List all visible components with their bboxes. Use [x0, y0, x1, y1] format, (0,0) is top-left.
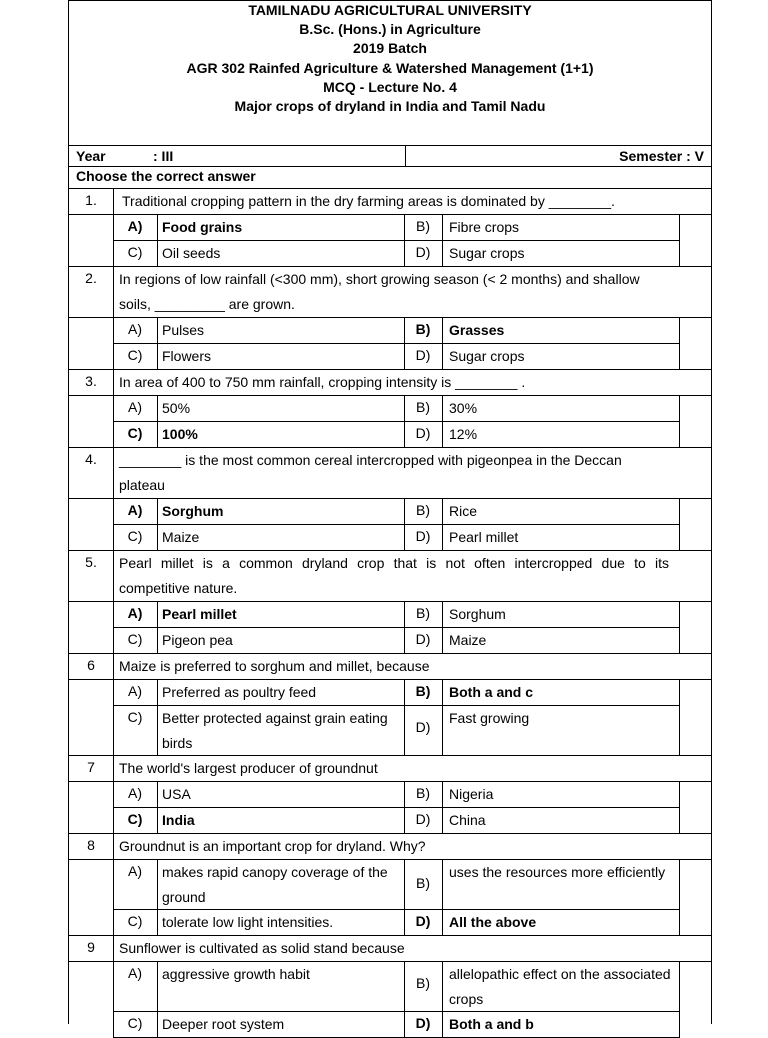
option-label: D)	[415, 347, 431, 363]
question-row	[69, 189, 711, 215]
question-number: 5.	[85, 554, 97, 570]
option-row	[69, 860, 711, 910]
option-label: D)	[415, 913, 431, 929]
option-row	[69, 241, 711, 267]
question-number: 4.	[85, 451, 97, 467]
option-label: C)	[127, 425, 143, 441]
university-name: TAMILNADU AGRICULTURAL UNIVERSITY	[248, 2, 532, 18]
batch-line: 2019 Batch	[353, 40, 427, 57]
question-number: 3.	[85, 373, 97, 389]
option-b: 30%	[449, 400, 478, 416]
option-a: USA	[162, 786, 191, 802]
option-a: Food grains	[162, 219, 243, 235]
option-a: Sorghum	[162, 503, 224, 519]
option-row	[69, 782, 711, 808]
option-label: A)	[128, 399, 142, 415]
semester-label: Semester : V	[619, 148, 704, 164]
question-text: Pearl millet is a common dryland crop that is not often intercropped due to its competitive nature.	[119, 555, 669, 596]
option-label: B)	[416, 502, 430, 518]
question-number: 1.	[85, 192, 97, 208]
option-label: B)	[415, 321, 431, 337]
option-label: D)	[415, 528, 431, 544]
question-row	[69, 755, 711, 782]
question-text: Sunflower is cultivated as solid stand because	[119, 940, 405, 956]
year-value: : III	[153, 148, 174, 164]
question-row	[69, 833, 711, 860]
question-text: ________ is the most common cereal intercropped with pigeonpea in the Deccan plateau	[119, 452, 622, 493]
option-c: India	[162, 812, 195, 828]
option-label: C)	[127, 811, 143, 827]
option-a: makes rapid canopy coverage of the ground	[162, 864, 388, 905]
option-label: B)	[416, 399, 430, 415]
option-label: C)	[127, 528, 143, 544]
option-label: B)	[416, 785, 430, 801]
option-d: 12%	[449, 426, 478, 442]
instruction-text: Choose the correct answer	[76, 168, 256, 184]
option-b: Fibre crops	[449, 219, 520, 235]
option-row	[69, 808, 711, 834]
question-row	[69, 935, 711, 962]
question-text: In area of 400 to 750 mm rainfall, cropping intensity is ________ .	[119, 374, 526, 390]
option-label: A)	[127, 605, 143, 621]
option-d: Both a and b	[449, 1016, 534, 1032]
document-page	[68, 0, 712, 1032]
option-label: A)	[127, 502, 143, 518]
option-label: A)	[128, 683, 142, 699]
option-label: C)	[127, 631, 143, 647]
option-label: D)	[415, 811, 431, 827]
question-row	[69, 653, 711, 680]
option-c: Deeper root system	[162, 1016, 285, 1032]
option-row	[69, 396, 711, 422]
question-row	[69, 369, 711, 396]
option-row	[69, 525, 711, 551]
option-row	[69, 422, 711, 448]
question-text: The world's largest producer of groundnut	[119, 760, 378, 776]
option-label: C)	[127, 913, 143, 929]
lecture-line: MCQ - Lecture No. 4	[323, 78, 457, 95]
option-label: A)	[128, 321, 142, 337]
option-label: A)	[128, 785, 142, 801]
year-label: Year	[76, 148, 106, 164]
option-row	[69, 318, 711, 344]
question-text: Groundnut is an important crop for dryland. Why?	[119, 838, 426, 854]
option-a: aggressive growth habit	[162, 966, 310, 982]
option-c: tolerate low light intensities.	[162, 914, 334, 930]
option-row	[69, 706, 711, 756]
option-label: C)	[127, 1015, 143, 1031]
option-b: Rice	[449, 503, 478, 519]
question-number: 9	[87, 939, 95, 955]
question-row	[69, 447, 711, 499]
year-row-divider	[405, 146, 406, 166]
option-b: Grasses	[449, 322, 505, 338]
question-text: Traditional cropping pattern in the dry farming areas is dominated by ________.	[122, 193, 615, 209]
option-d: China	[449, 812, 486, 828]
option-row	[69, 602, 711, 628]
option-c: Flowers	[162, 348, 212, 364]
option-row	[69, 499, 711, 525]
option-d: Sugar crops	[449, 245, 525, 261]
question-row	[69, 266, 711, 318]
option-row	[69, 962, 711, 1012]
question-number: 7	[87, 759, 95, 775]
option-a: Preferred as poultry feed	[162, 684, 317, 700]
question-text: In regions of low rainfall (<300 mm), short growing season (< 2 months) and shallow soils, _________ are grown.	[119, 271, 640, 312]
option-d: Sugar crops	[449, 348, 525, 364]
degree-line: B.Sc. (Hons.) in Agriculture	[299, 21, 481, 38]
option-d: Pearl millet	[449, 529, 519, 545]
option-row	[69, 628, 711, 654]
option-c: Oil seeds	[162, 245, 221, 261]
instruction-row	[69, 167, 711, 189]
option-label: C)	[127, 709, 143, 725]
option-d: Maize	[449, 632, 487, 648]
option-label: C)	[127, 347, 143, 363]
option-label: D)	[415, 425, 431, 441]
question-number: 6	[87, 657, 95, 673]
option-a: Pulses	[162, 322, 205, 338]
option-label: B)	[416, 605, 430, 621]
year-semester-row	[69, 146, 711, 167]
option-b: Sorghum	[449, 606, 506, 622]
course-line: AGR 302 Rainfed Agriculture & Watershed Management (1+1)	[186, 59, 594, 76]
option-b: allelopathic effect on the associated crops	[449, 966, 671, 1007]
option-row	[69, 344, 711, 370]
option-d: All the above	[449, 914, 537, 930]
option-label: D)	[415, 1015, 431, 1031]
question-number: 2.	[85, 270, 97, 286]
option-label: B)	[416, 875, 430, 891]
option-a: Pearl millet	[162, 606, 237, 622]
option-label: A)	[127, 218, 143, 234]
option-label: A)	[128, 965, 142, 981]
option-b: Nigeria	[449, 786, 494, 802]
option-label: B)	[416, 975, 430, 991]
option-row	[69, 910, 711, 936]
topic-line: Major crops of dryland in India and Tamil Nadu	[234, 98, 546, 115]
option-c: 100%	[162, 426, 198, 442]
option-label: A)	[128, 863, 142, 879]
option-label: D)	[415, 244, 431, 260]
option-a: 50%	[162, 400, 191, 416]
question-number: 8	[87, 837, 95, 853]
option-label: C)	[127, 244, 143, 260]
document-header	[69, 0, 711, 146]
question-text: Maize is preferred to sorghum and millet, because	[119, 658, 430, 674]
option-b: uses the resources more efficiently	[449, 864, 666, 880]
option-row	[69, 215, 711, 241]
question-row	[69, 550, 711, 602]
option-c: Better protected against grain eating birds	[162, 710, 388, 751]
option-row	[69, 680, 711, 706]
option-label: D)	[415, 631, 431, 647]
option-b: Both a and c	[449, 684, 534, 700]
option-row	[69, 1012, 711, 1038]
option-c: Maize	[162, 529, 200, 545]
question-table	[69, 189, 711, 1038]
option-label: B)	[415, 683, 431, 699]
option-label: B)	[416, 218, 430, 234]
option-d: Fast growing	[449, 710, 530, 726]
option-c: Pigeon pea	[162, 632, 233, 648]
option-label: D)	[415, 719, 431, 735]
